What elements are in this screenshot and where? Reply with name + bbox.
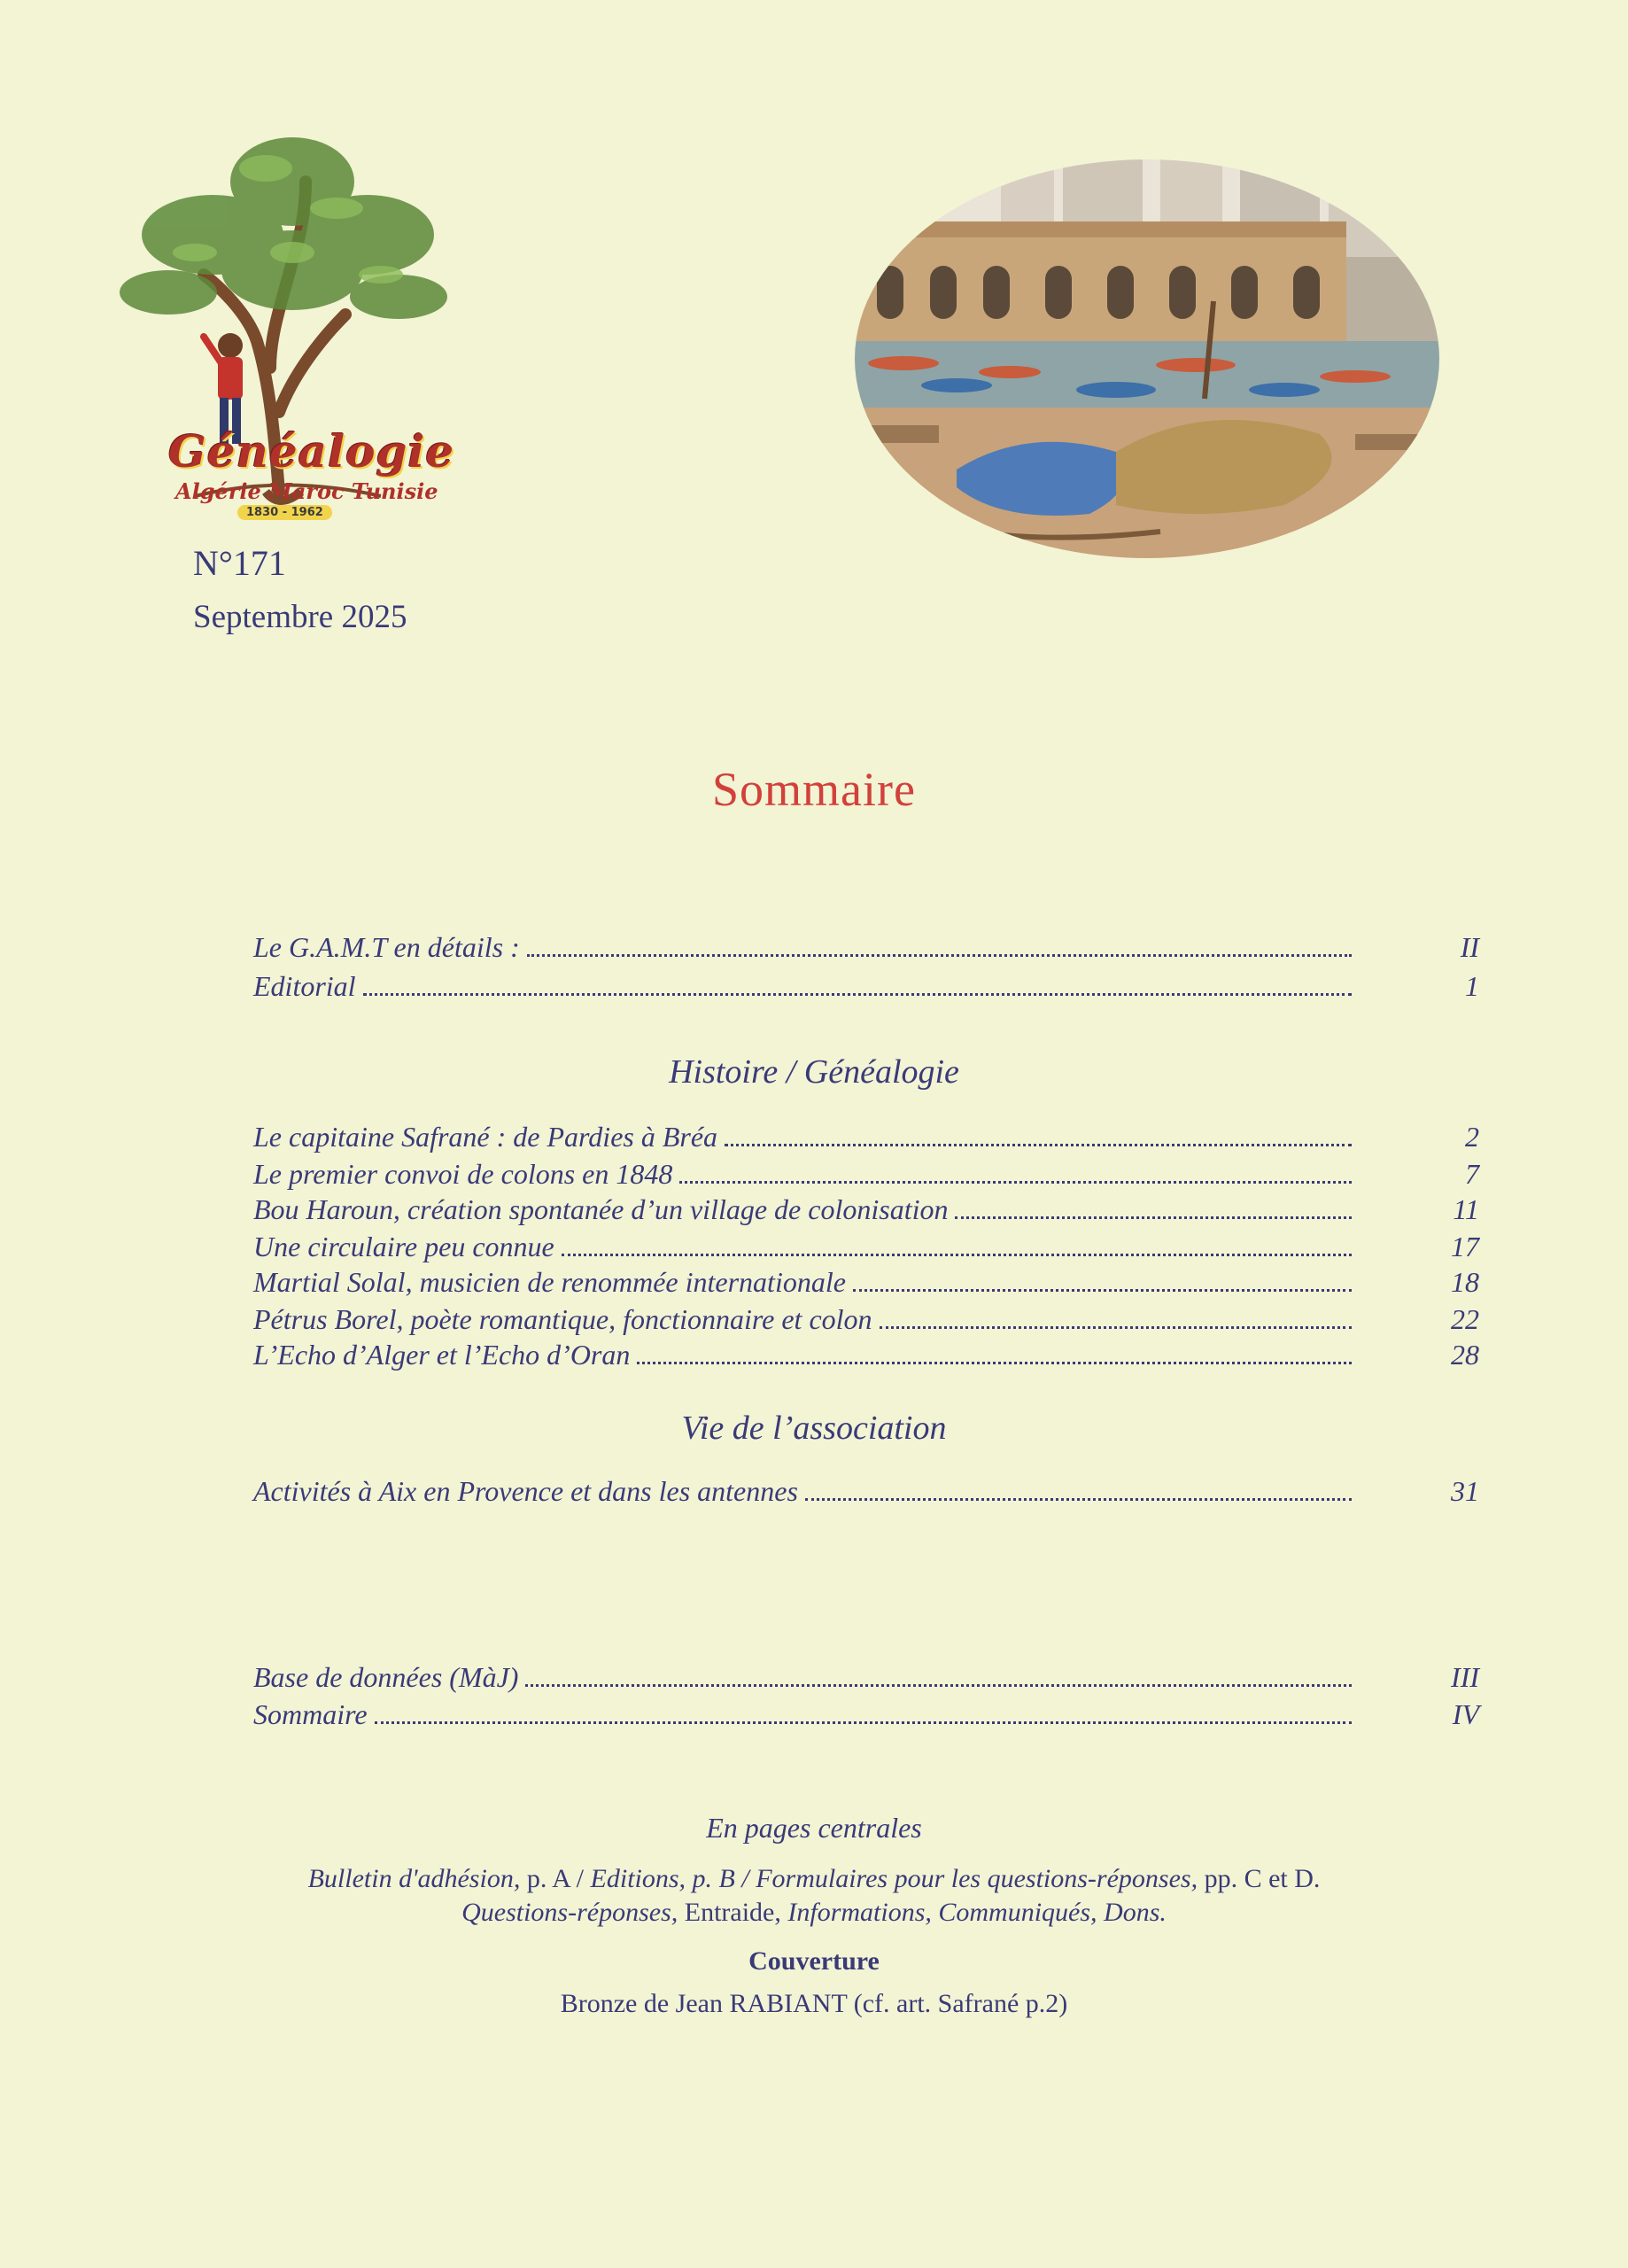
toc-entry-label: Pétrus Borel, poète romantique, fonctionnaire et colon (253, 1303, 872, 1335)
toc-leader-dots (525, 1684, 1352, 1687)
toc-leader-dots (853, 1289, 1352, 1292)
section-heading: Vie de l’association (681, 1410, 947, 1447)
toc-entry (253, 962, 1479, 1003)
toc-entry-page: 22 (1451, 1303, 1479, 1335)
toc-leader-dots (725, 1144, 1352, 1146)
centre-line-1-part-a: Bulletin d'adhésion, (307, 1864, 521, 1893)
logo-dates: 1830 - 1962 (237, 505, 332, 520)
centre-line-2-part-b: Entraide, (678, 1898, 788, 1927)
toc-entry-label: Activités à Aix en Provence et dans les antennes (253, 1475, 798, 1507)
centre-line-2-part-c: Informations, Communiqués, Dons. (787, 1898, 1167, 1927)
toc-entry-label: Une circulaire peu connue (253, 1231, 554, 1262)
toc-leader-dots (880, 1326, 1352, 1329)
logo-subtitle: Algérie Maroc Tunisie (175, 478, 438, 504)
toc-entry (253, 1258, 1479, 1299)
centre-line-1-part-c: Editions, p. B / Formulaires pour les questions-réponses, (590, 1864, 1198, 1893)
logo-title: Généalogie (168, 425, 455, 478)
issue-date: Septembre 2025 (193, 599, 407, 635)
toc-entry-page: 11 (1453, 1193, 1479, 1225)
toc-entry-label: L’Echo d’Alger et l’Echo d’Oran (253, 1339, 631, 1371)
toc-entry-page: 1 (1465, 970, 1479, 1002)
toc-entry-label: Le G.A.M.T en détails : (253, 931, 520, 963)
toc-entry-label: Le premier convoi de colons en 1848 (253, 1158, 673, 1190)
toc-entry (253, 1467, 1479, 1508)
harbor-painting-illustration (824, 133, 1470, 585)
toc-leader-dots (679, 1181, 1352, 1184)
toc-entry (253, 1690, 1479, 1731)
centre-pages-heading: En pages centrales (706, 1812, 922, 1844)
centre-pages-line-1 (0, 1864, 1628, 1894)
centre-pages-line-2 (0, 1898, 1628, 1928)
toc-entry-label: Bou Haroun, création spontanée d’un village de colonisation (253, 1193, 949, 1225)
toc-entry (253, 923, 1479, 964)
page-title: Sommaire (712, 763, 916, 816)
toc-entry-page: 28 (1451, 1339, 1479, 1371)
cover-text: Bronze de Jean RABIANT (cf. art. Safrané p.2) (560, 1989, 1068, 2018)
toc-entry (253, 1331, 1479, 1371)
toc-entry-label: Le capitaine Safrané : de Pardies à Bréa (253, 1121, 718, 1153)
toc-entry (253, 1653, 1479, 1694)
centre-line-1-part-d: pp. C et D. (1198, 1864, 1321, 1893)
toc-entry-page: 7 (1465, 1158, 1479, 1190)
toc-entry-page: II (1460, 931, 1479, 963)
toc-entry (253, 1185, 1479, 1226)
section-heading: Histoire / Généalogie (669, 1053, 959, 1091)
toc-leader-dots (805, 1498, 1352, 1501)
cover-heading: Couverture (748, 1946, 880, 1976)
toc-entry-page: III (1451, 1661, 1479, 1693)
toc-leader-dots (363, 993, 1352, 996)
centre-line-1-part-b: p. A / (520, 1864, 591, 1893)
toc-entry-page: 2 (1465, 1121, 1479, 1153)
toc-entry-label: Base de données (MàJ) (253, 1661, 519, 1693)
toc-entry-page: IV (1452, 1698, 1479, 1730)
toc-leader-dots (955, 1216, 1352, 1219)
toc-entry-page: 18 (1451, 1266, 1479, 1298)
toc-leader-dots (527, 954, 1352, 957)
toc-entry-label: Sommaire (253, 1698, 368, 1730)
toc-leader-dots (562, 1254, 1352, 1256)
toc-entry-page: 17 (1451, 1231, 1479, 1262)
toc-entry-label: Editorial (253, 970, 356, 1002)
toc-entry (253, 1113, 1479, 1153)
toc-entry-page: 31 (1451, 1475, 1479, 1507)
toc-leader-dots (375, 1721, 1352, 1724)
centre-line-2-part-a: Questions-réponses, (461, 1898, 678, 1927)
issue-number: N°171 (193, 543, 286, 583)
toc-entry-label: Martial Solal, musicien de renommée internationale (253, 1266, 846, 1298)
toc-leader-dots (637, 1362, 1352, 1364)
